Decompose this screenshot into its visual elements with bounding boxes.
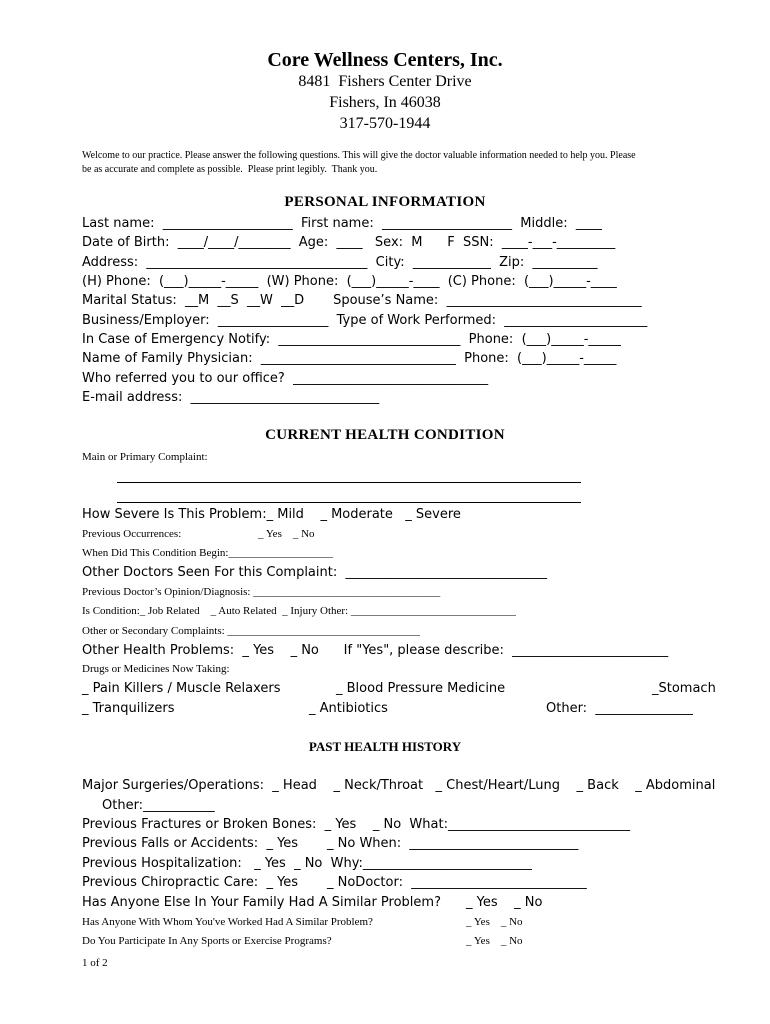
field-row-referral[interactable]: Who referred you to our office? ______________________________: [82, 371, 489, 386]
sports-exercise-label: Do You Participate In Any Sports or Exercise Programs?: [82, 935, 332, 947]
surgeries-options[interactable]: Major Surgeries/Operations: _ Head _ Neck/Throat _ Chest/Heart/Lung _ Back _ Abdominal: [82, 778, 716, 793]
city-address: Fishers, In 46038: [329, 94, 441, 111]
complaint-line-1[interactable]: [117, 482, 581, 483]
field-row-marital-spouse[interactable]: Marital Status: __M __S __W __D Spouse’s Name: ______________________________: [82, 293, 642, 308]
other-doctors-field[interactable]: Other Doctors Seen For this Complaint: _______________________________: [82, 565, 547, 580]
street-address: 8481 Fishers Center Drive: [298, 73, 472, 90]
primary-complaint-label: Main or Primary Complaint:: [82, 451, 208, 463]
drugs-medicines-label: Drugs or Medicines Now Taking:: [82, 663, 230, 675]
other-health-problems-field[interactable]: Other Health Problems: _ Yes _ No If "Yes", please describe: ________________________: [82, 643, 669, 658]
severity-options[interactable]: How Severe Is This Problem:_ Mild _ Moderate _ Severe: [82, 507, 461, 522]
family-similar-problem-options[interactable]: _ Yes _ No: [466, 895, 543, 910]
field-row-email[interactable]: E-mail address: _____________________________: [82, 390, 380, 405]
company-name: Core Wellness Centers, Inc.: [267, 49, 503, 71]
med-option-blood-pressure[interactable]: _ Blood Pressure Medicine: [336, 681, 506, 696]
surgeries-other-field[interactable]: Other:___________: [102, 798, 215, 813]
condition-began-field[interactable]: When Did This Condition Begin:___________________: [82, 547, 333, 559]
sports-exercise-options[interactable]: _ Yes _ No: [466, 935, 523, 947]
section-current-health-condition: CURRENT HEALTH CONDITION: [265, 427, 505, 443]
med-option-antibiotics[interactable]: _ Antibiotics: [309, 701, 388, 716]
intro-line-1: Welcome to our practice. Please answer the following questions. This will give the doctor valuable information needed to help you. Please: [82, 150, 636, 161]
med-option-other-field[interactable]: Other: _______________: [546, 701, 693, 716]
field-row-birth-sex-ssn[interactable]: Date of Birth: ____/____/________ Age: ____ Sex: M F SSN: ____-___-_________: [82, 235, 616, 250]
intro-line-2: be as accurate and complete as possible. Please print legibly. Thank you.: [82, 164, 378, 175]
chiropractic-care-field[interactable]: Previous Chiropractic Care: _ Yes _ NoDoctor: ___________________________: [82, 875, 587, 890]
field-row-address[interactable]: Address: __________________________________ City: ____________ Zip: __________: [82, 255, 598, 270]
field-row-family-physician[interactable]: Name of Family Physician: ______________________________ Phone: (___)_____-_____: [82, 351, 617, 366]
secondary-complaints-field[interactable]: Other or Secondary Complaints: ___________________________________: [82, 625, 420, 637]
coworker-similar-problem-options[interactable]: _ Yes _ No: [466, 916, 523, 928]
field-row-phones[interactable]: (H) Phone: (___)_____-_____ (W) Phone: (___)_____-____ (C) Phone: (___)_____-____: [82, 274, 617, 289]
office-phone: 317-570-1944: [339, 115, 431, 132]
previous-occurrences-label: Previous Occurrences:: [82, 528, 182, 540]
section-past-health-history: PAST HEALTH HISTORY: [308, 739, 462, 754]
family-similar-problem-label: Has Anyone Else In Your Family Had A Similar Problem?: [82, 895, 441, 910]
med-option-pain-killers[interactable]: _ Pain Killers / Muscle Relaxers: [82, 681, 281, 696]
complaint-line-2[interactable]: [117, 502, 581, 503]
med-option-tranquilizers[interactable]: _ Tranquilizers: [82, 701, 175, 716]
field-row-employer-work[interactable]: Business/Employer: _________________ Type of Work Performed: ______________________: [82, 313, 648, 328]
section-personal-information: PERSONAL INFORMATION: [284, 194, 486, 210]
fractures-field[interactable]: Previous Fractures or Broken Bones: _ Yes _ No What:____________________________: [82, 817, 630, 832]
previous-occurrences-options[interactable]: _ Yes _ No: [258, 528, 315, 540]
falls-accidents-field[interactable]: Previous Falls or Accidents: _ Yes _ No When: __________________________: [82, 836, 579, 851]
field-row-emergency-contact[interactable]: In Case of Emergency Notify: ____________________________ Phone: (___)_____-_____: [82, 332, 621, 347]
med-option-stomach[interactable]: _Stomach: [652, 681, 716, 696]
doctor-opinion-field[interactable]: Previous Doctor’s Opinion/Diagnosis: __________________________________: [82, 586, 441, 598]
field-row-names[interactable]: Last name: ____________________ First name: ____________________ Middle: ____: [82, 216, 602, 231]
page-number: 1 of 2: [82, 957, 108, 969]
condition-type-options[interactable]: Is Condition:_ Job Related _ Auto Related _ Injury Other: ______________________________: [82, 605, 516, 617]
hospitalization-field[interactable]: Previous Hospitalization: _ Yes _ No Why:__________________________: [82, 856, 532, 871]
coworker-similar-problem-label: Has Anyone With Whom You've Worked Had A Similar Problem?: [82, 916, 373, 928]
